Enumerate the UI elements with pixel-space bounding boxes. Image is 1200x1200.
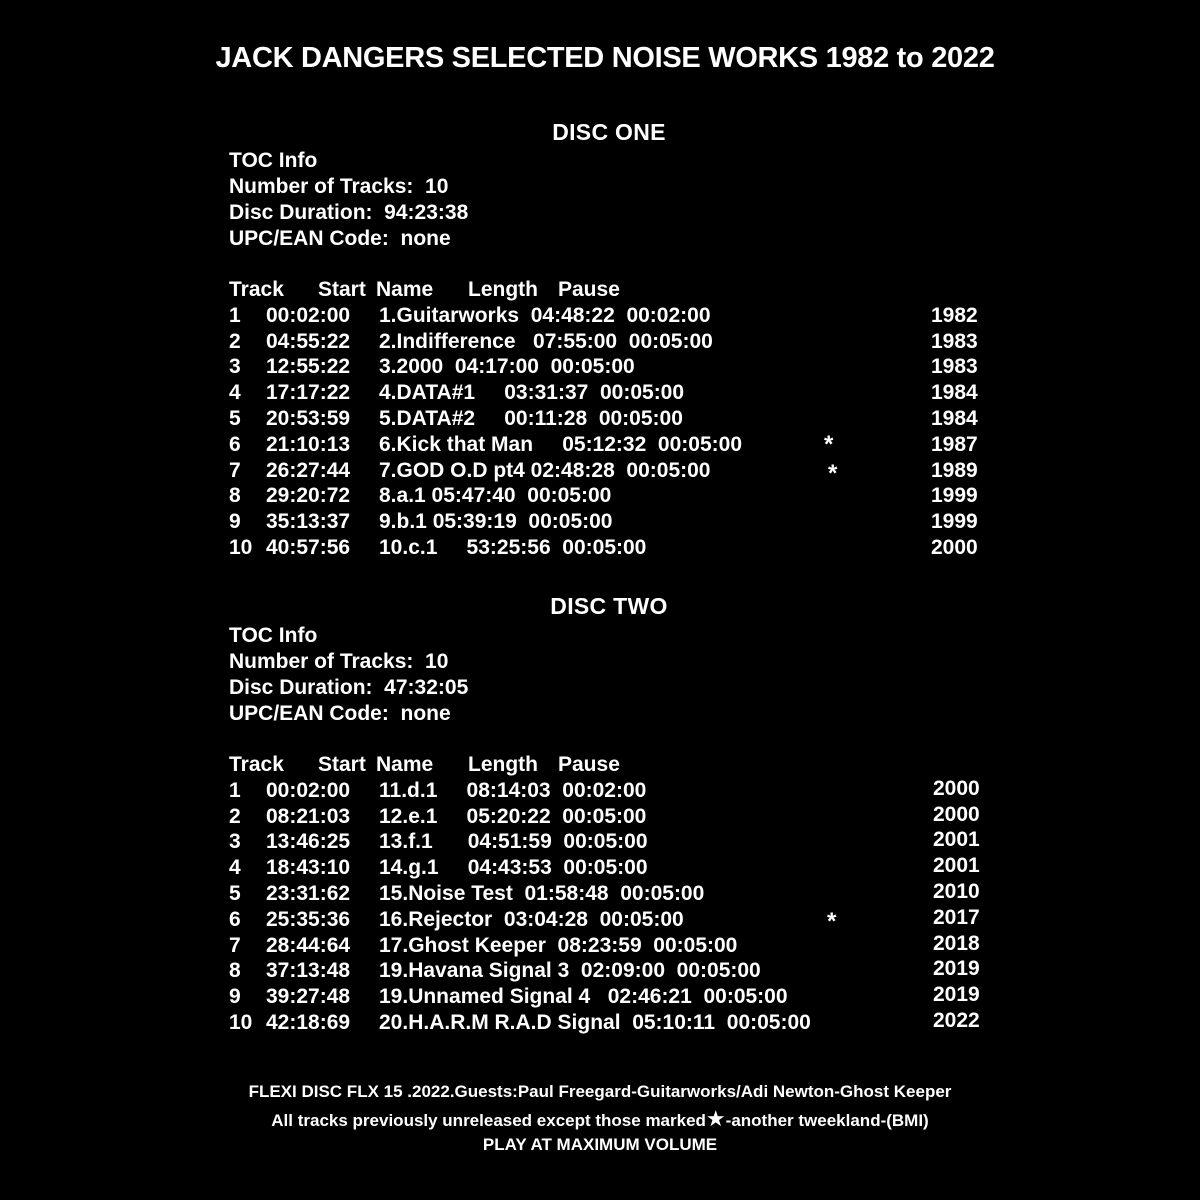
previously-released-star-icon: * (824, 430, 834, 458)
header-length: Length (468, 753, 538, 776)
track-year: 2018 (933, 931, 980, 955)
track-year: 2001 (933, 854, 980, 878)
track-year: 1983 (931, 355, 978, 379)
track-details: 4.DATA#1 03:31:37 00:05:00 (379, 381, 685, 405)
track-number: 9 (229, 985, 241, 1009)
track-details: 12.e.1 05:20:22 00:05:00 (379, 804, 647, 828)
header-start: Start (318, 753, 366, 776)
track-details: 16.Rejector 03:04:28 00:05:00 (379, 907, 684, 931)
track-year: 2019 (933, 983, 980, 1007)
footer-publisher-text: -another tweekland-(BMI) (725, 1111, 929, 1130)
track-start: 37:13:48 (266, 959, 351, 983)
header-pause: Pause (558, 278, 620, 301)
table-row (229, 509, 978, 535)
track-details: 19.Unnamed Signal 4 02:46:21 00:05:00 (379, 985, 788, 1009)
track-details: 14.g.1 04:43:53 00:05:00 (379, 856, 648, 880)
table-row (229, 535, 978, 561)
track-details: 6.Kick that Man 05:12:32 00:05:00 (379, 432, 742, 456)
star-icon: ★ (705, 1106, 726, 1131)
track-number: 3 (229, 830, 241, 854)
track-start: 17:17:22 (266, 381, 351, 405)
track-number: 2 (229, 804, 241, 828)
track-year: 2019 (933, 957, 980, 981)
table-row (229, 802, 980, 830)
track-year: 2017 (933, 905, 980, 929)
track-details: 17.Ghost Keeper 08:23:59 00:05:00 (379, 933, 738, 957)
track-start: 20:53:59 (266, 406, 351, 430)
table-row (229, 828, 980, 855)
track-details: 19.Havana Signal 3 02:09:00 00:05:00 (379, 959, 761, 983)
header-track: Track (229, 278, 284, 301)
track-year: 2022 (933, 1008, 980, 1032)
track-details: 11.d.1 08:14:03 00:02:00 (379, 778, 647, 802)
track-start: 18:43:10 (266, 856, 351, 880)
table-row (229, 854, 980, 881)
track-start: 12:55:22 (266, 355, 351, 379)
track-start: 08:21:03 (266, 804, 351, 828)
track-number: 8 (229, 484, 241, 508)
album-title: JACK DANGERS SELECTED NOISE WORKS 1982 to 2022 (215, 42, 995, 74)
table-row (229, 354, 978, 380)
track-year: 2001 (933, 828, 980, 852)
track-number: 8 (229, 959, 241, 983)
track-number: 4 (229, 856, 241, 880)
track-year: 1983 (931, 329, 978, 353)
track-start: 00:02:00 (266, 303, 351, 327)
track-details: 10.c.1 53:25:56 00:05:00 (379, 535, 647, 559)
toc-disc-duration: Disc Duration: 94:23:38 (229, 201, 469, 224)
track-start: 25:35:36 (266, 907, 351, 931)
previously-released-star-icon: * (827, 907, 837, 935)
track-details: 8.a.1 05:47:40 00:05:00 (379, 484, 612, 508)
table-row (229, 879, 980, 907)
track-start: 26:27:44 (266, 458, 351, 482)
table-row (229, 905, 980, 935)
track-start: 23:31:62 (266, 881, 351, 905)
track-number: 6 (229, 907, 241, 931)
track-year: 1987 (931, 432, 978, 456)
track-number: 4 (229, 381, 241, 405)
track-year: 2010 (933, 879, 980, 903)
track-number: 5 (229, 406, 241, 430)
track-number: 3 (229, 355, 241, 379)
header-length: Length (468, 278, 538, 301)
track-details: 2.Indifference 07:55:00 00:05:00 (379, 329, 713, 353)
track-list-header (229, 752, 620, 778)
track-start: 40:57:56 (266, 535, 351, 559)
table-row (229, 329, 978, 355)
track-number: 9 (229, 510, 241, 534)
table-row (229, 483, 978, 509)
track-year: 2000 (933, 776, 980, 800)
track-start: 42:18:69 (266, 1010, 351, 1034)
track-list-header (229, 277, 620, 303)
track-start: 13:46:25 (266, 830, 351, 854)
header-name: Name (376, 278, 434, 301)
track-start: 00:02:00 (266, 778, 351, 802)
track-details: 13.f.1 04:51:59 00:05:00 (379, 830, 648, 854)
track-details: 9.b.1 05:39:19 00:05:00 (379, 510, 613, 534)
track-number: 10 (229, 535, 253, 559)
track-number: 7 (229, 933, 241, 957)
track-start: 39:27:48 (266, 985, 351, 1009)
header-start: Start (318, 278, 366, 301)
disc-one-toc (229, 148, 468, 252)
table-row (229, 458, 978, 487)
track-details: 20.H.A.R.M R.A.D Signal 05:10:11 00:05:00 (379, 1010, 811, 1034)
track-number: 1 (229, 303, 241, 327)
track-year: 1999 (931, 484, 978, 508)
track-year: 1999 (931, 510, 978, 534)
track-year: 1984 (931, 381, 978, 405)
table-row (229, 380, 978, 406)
disc-two-track-list (229, 752, 980, 1036)
track-details: 1.Guitarworks 04:48:22 00:02:00 (379, 303, 711, 327)
toc-label: TOC Info (229, 624, 318, 647)
track-details: 7.GOD O.D pt4 02:48:28 00:05:00 (379, 458, 711, 482)
track-details: 15.Noise Test 01:58:48 00:05:00 (379, 881, 705, 905)
toc-number-of-tracks: Number of Tracks: 10 (229, 650, 449, 673)
track-start: 21:10:13 (266, 432, 351, 456)
table-row (229, 931, 980, 959)
track-details: 3.2000 04:17:00 00:05:00 (379, 355, 635, 379)
previously-released-star-icon: * (828, 459, 838, 487)
disc-two-heading: DISC TWO (550, 593, 668, 619)
track-start: 04:55:22 (266, 329, 351, 353)
table-row (229, 776, 980, 804)
header-pause: Pause (558, 753, 620, 776)
table-row (229, 406, 978, 432)
table-row (229, 983, 980, 1010)
header-track: Track (229, 753, 284, 776)
track-number: 2 (229, 329, 241, 353)
track-number: 1 (229, 778, 241, 802)
footer-release-note-text: All tracks previously unreleased except those marked (271, 1111, 706, 1130)
track-number: 6 (229, 432, 241, 456)
toc-number-of-tracks: Number of Tracks: 10 (229, 175, 449, 198)
toc-upc-code: UPC/EAN Code: none (229, 702, 451, 725)
track-year: 2000 (933, 802, 980, 826)
toc-upc-code: UPC/EAN Code: none (229, 227, 451, 250)
track-number: 10 (229, 1010, 253, 1034)
toc-disc-duration: Disc Duration: 47:32:05 (229, 676, 469, 699)
footer-play-instruction: PLAY AT MAXIMUM VOLUME (482, 1135, 718, 1154)
track-details: 5.DATA#2 00:11:28 00:05:00 (379, 406, 683, 430)
track-year: 1982 (931, 303, 978, 327)
footer-credits: FLEXI DISC FLX 15 .2022.Guests:Paul Freegard-Guitarworks/Adi Newton-Ghost Keeper (248, 1082, 952, 1101)
footer-release-note (0, 1106, 1200, 1132)
disc-two-toc (229, 623, 468, 727)
disc-one-track-list (229, 277, 978, 561)
track-start: 35:13:37 (266, 510, 351, 534)
track-start: 29:20:72 (266, 484, 351, 508)
table-row (229, 957, 980, 984)
table-row (229, 1008, 980, 1036)
header-name: Name (376, 753, 434, 776)
table-row (229, 303, 978, 329)
track-start: 28:44:64 (266, 933, 351, 957)
disc-one-heading: DISC ONE (552, 119, 666, 145)
track-number: 5 (229, 881, 241, 905)
toc-label: TOC Info (229, 149, 318, 172)
track-year: 2000 (931, 535, 978, 559)
table-row (229, 430, 978, 458)
track-year: 1984 (931, 406, 978, 430)
track-number: 7 (229, 458, 241, 482)
track-year: 1989 (931, 458, 978, 482)
